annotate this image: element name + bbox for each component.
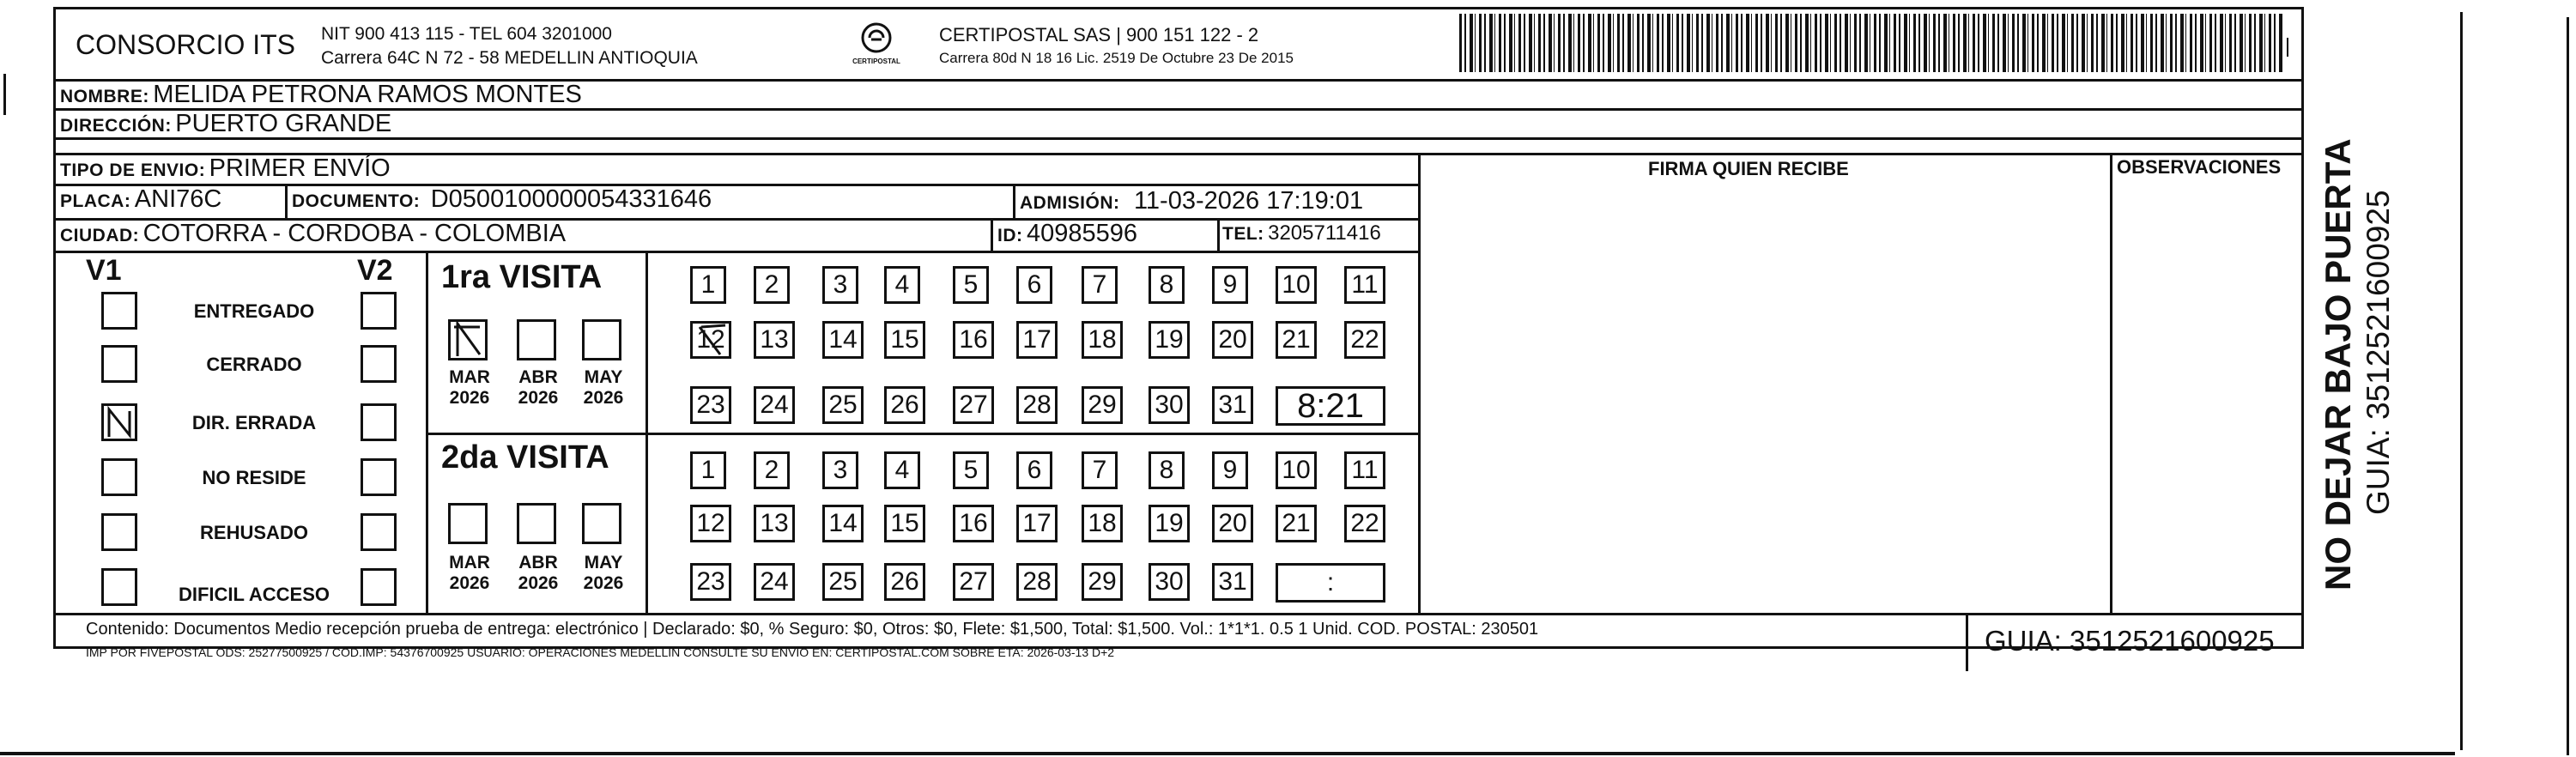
rule bbox=[1418, 153, 1421, 613]
v2-checkbox[interactable] bbox=[361, 345, 397, 383]
reason-label: ENTREGADO bbox=[193, 300, 315, 322]
day-number: 30 bbox=[1155, 391, 1184, 419]
day-number: 10 bbox=[1282, 270, 1311, 299]
day-number: 12 bbox=[696, 325, 725, 354]
day-number: 29 bbox=[1088, 391, 1117, 419]
name-label: NOMBRE: bbox=[60, 87, 149, 106]
day-box[interactable] bbox=[1016, 321, 1058, 359]
day-box[interactable] bbox=[1082, 451, 1118, 489]
day-number: 15 bbox=[890, 509, 919, 537]
rule bbox=[646, 251, 648, 613]
day-box[interactable] bbox=[1276, 266, 1317, 304]
day-number: 5 bbox=[963, 456, 979, 484]
day-box[interactable] bbox=[690, 563, 731, 601]
content-line: Contenido: Documentos Medio recepción prueba de entrega: electrónico | Declarado: $0, % Seguro: $0, Otros: $0, Flete: $1,500, Total: $1,500. Vol.: 1*1*1. 0.5 1 Unid. COD. POSTAL: 230501 bbox=[86, 620, 1539, 639]
tick-mark bbox=[2287, 38, 2288, 57]
v1-checkbox[interactable] bbox=[101, 403, 137, 441]
day-box[interactable] bbox=[1344, 505, 1385, 542]
nit-line: NIT 900 413 115 - TEL 604 3201000 bbox=[321, 24, 612, 44]
logo-icon bbox=[859, 21, 894, 55]
day-box[interactable] bbox=[884, 266, 920, 304]
handwritten-slash-icon bbox=[693, 324, 730, 365]
day-box[interactable] bbox=[1344, 451, 1385, 489]
day-box[interactable] bbox=[884, 386, 925, 424]
v2-checkbox[interactable] bbox=[361, 458, 397, 496]
day-number: 30 bbox=[1155, 567, 1184, 596]
right-edge-line bbox=[2567, 17, 2569, 755]
rule bbox=[991, 218, 993, 251]
v2-checkbox[interactable] bbox=[361, 513, 397, 551]
day-box[interactable] bbox=[1082, 266, 1118, 304]
day-number: 22 bbox=[1350, 509, 1379, 537]
month-name: MAR bbox=[449, 367, 490, 387]
month-label bbox=[573, 367, 633, 409]
v2-checkbox[interactable] bbox=[361, 292, 397, 330]
month-year: 2026 bbox=[518, 388, 559, 408]
day-box[interactable] bbox=[690, 505, 731, 542]
visit-time: 8:21 bbox=[1297, 386, 1364, 425]
month-label bbox=[573, 553, 633, 594]
day-box[interactable] bbox=[1149, 266, 1185, 304]
day-number: 24 bbox=[760, 391, 789, 419]
day-number: 18 bbox=[1088, 325, 1117, 354]
day-box[interactable] bbox=[953, 505, 994, 542]
day-number: 14 bbox=[828, 509, 858, 537]
day-number: 17 bbox=[1022, 325, 1052, 354]
day-number: 12 bbox=[696, 509, 725, 537]
day-number: 22 bbox=[1350, 325, 1379, 354]
side-guia: GUIA: 3512521600925 bbox=[2361, 190, 2396, 515]
signature-header: FIRMA QUIEN RECIBE bbox=[1648, 158, 1849, 179]
rule bbox=[285, 184, 288, 218]
day-number: 16 bbox=[959, 509, 988, 537]
month-checkbox[interactable] bbox=[582, 503, 621, 544]
month-label bbox=[439, 367, 500, 409]
v2-checkbox[interactable] bbox=[361, 403, 397, 441]
first-visit-title: 1ra VISITA bbox=[441, 259, 603, 295]
tel-label: TEL: bbox=[1222, 224, 1264, 244]
day-box[interactable] bbox=[1082, 321, 1123, 359]
admission-value: 11-03-2026 17:19:01 bbox=[1133, 187, 1364, 215]
day-number: 5 bbox=[963, 270, 979, 299]
no-under-door-notice: NO DEJAR BAJO PUERTA bbox=[2318, 138, 2358, 590]
admission-row bbox=[1020, 187, 1363, 215]
day-number: 28 bbox=[1022, 567, 1052, 596]
second-visit-title: 2da VISITA bbox=[441, 439, 609, 475]
day-box[interactable] bbox=[953, 451, 989, 489]
address-label: DIRECCIÓN: bbox=[60, 116, 172, 136]
right-edge-line bbox=[2460, 12, 2463, 750]
time-box[interactable] bbox=[1276, 563, 1385, 603]
day-number: 20 bbox=[1218, 325, 1247, 354]
rule bbox=[2110, 153, 2112, 613]
month-label bbox=[439, 553, 500, 594]
day-box[interactable] bbox=[1149, 563, 1190, 601]
month-label bbox=[508, 367, 568, 409]
day-box[interactable] bbox=[754, 321, 795, 359]
rule bbox=[1966, 613, 1968, 671]
rule bbox=[1013, 184, 1015, 218]
plate-label: PLACA: bbox=[60, 191, 131, 211]
day-number: 7 bbox=[1092, 270, 1107, 299]
type-label: TIPO DE ENVIO: bbox=[60, 160, 206, 180]
day-number: 1 bbox=[700, 456, 716, 484]
day-number: 17 bbox=[1022, 509, 1052, 537]
day-number: 15 bbox=[890, 325, 919, 354]
day-box[interactable] bbox=[690, 321, 731, 359]
day-number: 29 bbox=[1088, 567, 1117, 596]
day-number: 21 bbox=[1282, 325, 1311, 354]
day-box[interactable] bbox=[754, 386, 795, 424]
admission-label: ADMISIÓN: bbox=[1020, 193, 1120, 213]
day-box[interactable] bbox=[822, 451, 858, 489]
day-box[interactable] bbox=[754, 563, 795, 601]
day-box[interactable] bbox=[1212, 505, 1253, 542]
day-box[interactable] bbox=[1149, 321, 1190, 359]
day-number: 14 bbox=[828, 325, 858, 354]
day-box[interactable] bbox=[1082, 505, 1123, 542]
day-box[interactable] bbox=[1082, 563, 1123, 601]
day-box[interactable] bbox=[884, 451, 920, 489]
recipient-name: MELIDA PETRONA RAMOS MONTES bbox=[153, 81, 582, 108]
v1-checkbox[interactable] bbox=[101, 292, 137, 330]
day-box[interactable] bbox=[1212, 451, 1248, 489]
document-label: DOCUMENTO: bbox=[292, 191, 421, 211]
day-number: 23 bbox=[696, 391, 725, 419]
month-label bbox=[508, 553, 568, 594]
v1-checkbox[interactable] bbox=[101, 458, 137, 496]
day-number: 11 bbox=[1351, 456, 1379, 484]
month-year: 2026 bbox=[583, 388, 624, 408]
day-box[interactable] bbox=[1016, 451, 1052, 489]
logo-caption: CERTIPOSTAL bbox=[852, 58, 900, 65]
day-box[interactable] bbox=[1016, 386, 1058, 424]
day-box[interactable] bbox=[690, 386, 731, 424]
day-number: 3 bbox=[833, 456, 848, 484]
day-number: 27 bbox=[959, 567, 988, 596]
month-checkbox[interactable] bbox=[448, 503, 488, 544]
day-number: 8 bbox=[1159, 456, 1174, 484]
day-box[interactable] bbox=[1344, 266, 1385, 304]
month-year: 2026 bbox=[449, 573, 490, 593]
rule bbox=[53, 184, 1420, 186]
id-value: 40985596 bbox=[1026, 220, 1137, 247]
observations-header: OBSERVACIONES bbox=[2117, 156, 2282, 178]
type-row bbox=[60, 154, 391, 183]
month-checkbox[interactable] bbox=[517, 319, 556, 360]
day-number: 10 bbox=[1282, 456, 1311, 484]
v1-checkbox[interactable] bbox=[101, 568, 137, 606]
day-number: 13 bbox=[760, 509, 789, 537]
handwritten-check-mark bbox=[104, 406, 135, 439]
v1-checkbox[interactable] bbox=[101, 513, 137, 551]
month-year: 2026 bbox=[518, 573, 559, 593]
day-box[interactable] bbox=[822, 563, 864, 601]
day-box[interactable] bbox=[1212, 266, 1248, 304]
handwritten-check-mark bbox=[451, 322, 485, 358]
id-row bbox=[997, 220, 1137, 248]
day-box[interactable] bbox=[953, 266, 989, 304]
day-number: 28 bbox=[1022, 391, 1052, 419]
day-box[interactable] bbox=[822, 321, 864, 359]
day-box[interactable] bbox=[1276, 321, 1317, 359]
day-box[interactable] bbox=[1212, 321, 1253, 359]
day-number: 31 bbox=[1218, 391, 1247, 419]
month-name: ABR bbox=[518, 553, 558, 572]
day-number: 4 bbox=[894, 270, 910, 299]
license-line: Carrera 80d N 18 16 Lic. 2519 De Octubre 23 De 2015 bbox=[939, 50, 1294, 66]
plate-value: ANI76C bbox=[134, 185, 222, 213]
day-number: 27 bbox=[959, 391, 988, 419]
day-number: 3 bbox=[833, 270, 848, 299]
margin-mark bbox=[3, 74, 6, 115]
recipient-address: PUERTO GRANDE bbox=[175, 110, 392, 137]
bottom-edge-line bbox=[0, 752, 2455, 755]
day-number: 4 bbox=[894, 456, 910, 484]
day-box[interactable] bbox=[1016, 563, 1058, 601]
plate-row bbox=[60, 185, 221, 214]
city-label: CIUDAD: bbox=[60, 226, 140, 245]
day-number: 23 bbox=[696, 567, 725, 596]
day-box[interactable] bbox=[754, 266, 790, 304]
reason-label: REHUSADO bbox=[200, 522, 308, 543]
rule bbox=[426, 251, 428, 613]
day-box[interactable] bbox=[822, 266, 858, 304]
day-box[interactable] bbox=[1276, 505, 1317, 542]
v1-checkbox[interactable] bbox=[101, 345, 137, 383]
reason-label: NO RESIDE bbox=[202, 467, 306, 488]
month-year: 2026 bbox=[449, 388, 490, 408]
day-number: 9 bbox=[1222, 270, 1238, 299]
day-number: 2 bbox=[764, 270, 779, 299]
day-box[interactable] bbox=[690, 451, 726, 489]
v2-header: V2 bbox=[357, 254, 393, 287]
rule bbox=[1217, 218, 1220, 251]
month-name: MAY bbox=[584, 367, 623, 387]
day-box[interactable] bbox=[1082, 386, 1123, 424]
day-box[interactable] bbox=[953, 386, 994, 424]
time-box[interactable] bbox=[1276, 386, 1385, 426]
day-box[interactable] bbox=[953, 321, 994, 359]
city-value: COTORRA - CORDOBA - COLOMBIA bbox=[142, 220, 567, 247]
month-checkbox[interactable] bbox=[448, 319, 488, 360]
day-box[interactable] bbox=[1212, 563, 1253, 601]
city-row bbox=[60, 220, 566, 248]
day-box[interactable] bbox=[822, 386, 864, 424]
barcode bbox=[1459, 14, 2283, 72]
day-box[interactable] bbox=[1149, 386, 1190, 424]
day-number: 7 bbox=[1092, 456, 1107, 484]
v1-header: V1 bbox=[86, 254, 122, 287]
company-name: CONSORCIO ITS bbox=[76, 29, 296, 60]
day-number: 8 bbox=[1159, 270, 1174, 299]
day-box[interactable] bbox=[1344, 321, 1385, 359]
day-number: 19 bbox=[1155, 325, 1184, 354]
day-box[interactable] bbox=[754, 451, 790, 489]
day-box[interactable] bbox=[754, 505, 795, 542]
month-checkbox[interactable] bbox=[517, 503, 556, 544]
day-number: 20 bbox=[1218, 509, 1247, 537]
day-box[interactable] bbox=[1212, 386, 1253, 424]
day-number: 25 bbox=[828, 567, 858, 596]
day-box[interactable] bbox=[822, 505, 864, 542]
day-box[interactable] bbox=[690, 266, 726, 304]
rule bbox=[426, 433, 1420, 435]
day-number: 24 bbox=[760, 567, 789, 596]
day-box[interactable] bbox=[1149, 505, 1190, 542]
day-number: 13 bbox=[760, 325, 789, 354]
day-box[interactable] bbox=[1016, 266, 1052, 304]
day-box[interactable] bbox=[884, 505, 925, 542]
document-value: D0500100000054331646 bbox=[430, 185, 712, 213]
certipostal-logo bbox=[829, 21, 924, 65]
month-name: MAR bbox=[449, 553, 490, 572]
address-row bbox=[60, 110, 391, 138]
month-checkbox[interactable] bbox=[582, 319, 621, 360]
month-year: 2026 bbox=[583, 573, 624, 593]
day-number: 31 bbox=[1218, 567, 1247, 596]
month-name: ABR bbox=[518, 367, 558, 387]
tel-row bbox=[1222, 221, 1381, 245]
day-number: 26 bbox=[890, 391, 919, 419]
day-number: 16 bbox=[959, 325, 988, 354]
reason-label: DIFICIL ACCESO bbox=[178, 584, 330, 605]
rule bbox=[53, 251, 1420, 253]
day-box[interactable] bbox=[884, 321, 925, 359]
day-number: 2 bbox=[764, 456, 779, 484]
day-box[interactable] bbox=[1149, 451, 1185, 489]
id-label: ID: bbox=[997, 226, 1023, 245]
day-number: 9 bbox=[1222, 456, 1238, 484]
name-row bbox=[60, 81, 582, 109]
shipment-type: PRIMER ENVÍO bbox=[209, 154, 391, 182]
day-number: 1 bbox=[700, 270, 716, 299]
day-number: 18 bbox=[1088, 509, 1117, 537]
day-box[interactable] bbox=[1016, 505, 1058, 542]
day-number: 21 bbox=[1282, 509, 1311, 537]
day-number: 25 bbox=[828, 391, 858, 419]
v2-checkbox[interactable] bbox=[361, 568, 397, 606]
reason-label: DIR. ERRADA bbox=[191, 412, 317, 433]
day-number: 11 bbox=[1351, 270, 1379, 299]
day-box[interactable] bbox=[884, 563, 925, 601]
footer-guia: GUIA: 3512521600925 bbox=[1985, 625, 2275, 657]
day-box[interactable] bbox=[1276, 451, 1317, 489]
day-number: 6 bbox=[1027, 456, 1042, 484]
tel-value: 3205711416 bbox=[1268, 221, 1381, 245]
document-row bbox=[292, 185, 712, 214]
courier-line: CERTIPOSTAL SAS | 900 151 122 - 2 bbox=[939, 24, 1259, 45]
imp-line: IMP POR FIVEPOSTAL ODS: 25277500925 / COD.IMP: 54376700925 USUARIO: OPERACIONES MEDELLIN CONSULTE SU ENVIO EN: CERTIPOSTAL.COM SOBRE ETA: 2026-03-13 D+2 bbox=[86, 645, 1115, 659]
day-number: 26 bbox=[890, 567, 919, 596]
reason-label: CERRADO bbox=[206, 354, 302, 375]
month-name: MAY bbox=[584, 553, 623, 572]
rule bbox=[53, 153, 2304, 155]
address-line: Carrera 64C N 72 - 58 MEDELLIN ANTIOQUIA bbox=[321, 48, 698, 68]
day-box[interactable] bbox=[953, 563, 994, 601]
visit-time: : bbox=[1326, 568, 1335, 597]
day-number: 19 bbox=[1155, 509, 1184, 537]
day-number: 6 bbox=[1027, 270, 1042, 299]
